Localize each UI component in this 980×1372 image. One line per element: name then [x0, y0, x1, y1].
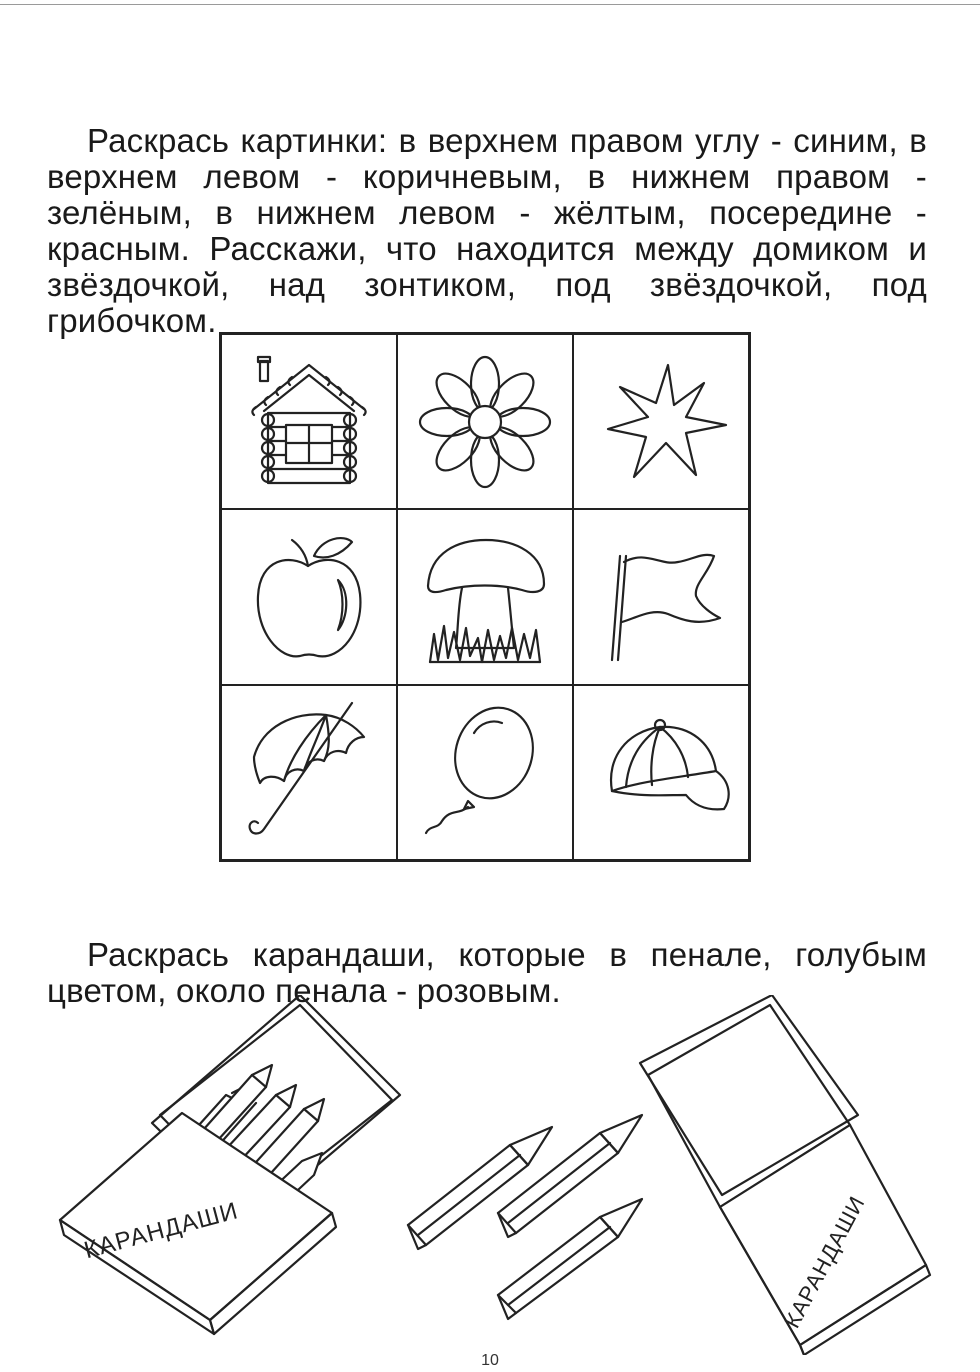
grid-cell-bottom-right: [573, 685, 749, 860]
grid-cell-bottom-left: [221, 685, 397, 860]
top-rule: [0, 0, 980, 5]
pencil-case-right: [640, 995, 930, 1355]
balloon-icon: [410, 697, 560, 847]
cap-icon: [586, 697, 736, 847]
page-number: 10: [481, 1352, 499, 1369]
mushroom-icon: [410, 522, 560, 672]
grid-cell-middle-right: [573, 509, 749, 684]
pencil-case-left: [60, 995, 400, 1334]
picture-grid: [219, 332, 751, 862]
house-icon: [234, 347, 384, 497]
star-icon: [586, 347, 736, 497]
apple-icon: [234, 522, 384, 672]
grid-cell-top-center: [397, 334, 573, 509]
umbrella-icon: [234, 697, 384, 847]
grid-cell-top-right: [573, 334, 749, 509]
grid-cell-top-left: [221, 334, 397, 509]
pencils-illustration: [40, 995, 940, 1355]
grid-cell-center: [397, 509, 573, 684]
flower-icon: [410, 347, 560, 497]
grid-cell-middle-left: [221, 509, 397, 684]
grid-cell-bottom-center: [397, 685, 573, 860]
task-1-instructions: [47, 123, 927, 339]
pencil-case-right-label: КАРАНДАШИ: [779, 1191, 870, 1333]
task-2-text: Раскрась карандаши, которые в пенале, голубым цветом, около пенала - розовым.: [47, 936, 927, 1009]
pencil-case-left-label: КАРАНДАШИ: [81, 1197, 242, 1265]
loose-pencils: [408, 1115, 642, 1319]
flag-icon: [586, 522, 736, 672]
task-1-text: Раскрась картинки: в верхнем правом углу - синим, в верхнем левом - коричневым, в нижнем правом - зелёным, в нижнем левом - жёлтым, посередине - красным. Расскажи, что находится между домиком и звёздочкой, над зонтиком, под звёздочкой, под грибочком.: [47, 122, 927, 339]
